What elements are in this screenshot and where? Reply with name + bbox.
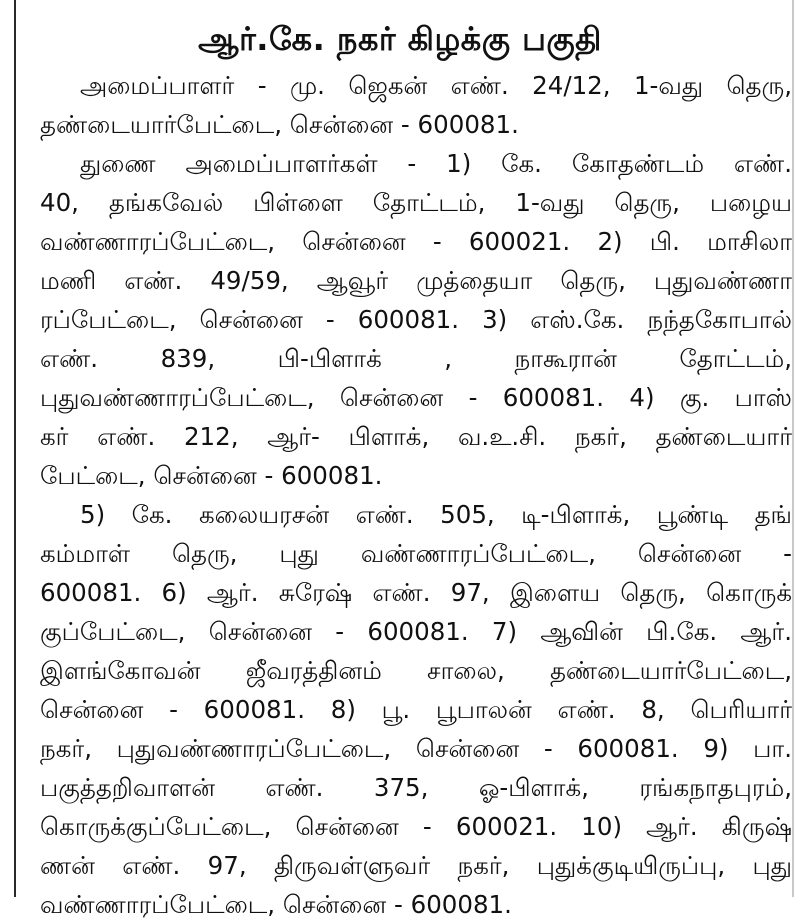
text-line: வண்ணாரப்பேட்டை, சென்னை - 600081. <box>40 890 512 919</box>
article-body <box>40 66 792 924</box>
text-line: 600081. 6) ஆர். சுரேஷ் எண். 97, இளைய தெரு, கொருக் <box>40 578 792 607</box>
text-line: கர் எண். 212, ஆர்- பிளாக், வ.உ.சி. நகர், தண்டையார் <box>40 422 792 451</box>
column-rule-right <box>792 0 794 897</box>
text-line: தண்டையார்பேட்டை, சென்னை - 600081. <box>40 110 519 139</box>
column-rule-left <box>14 0 16 897</box>
text-line: ரப்பேட்டை, சென்னை - 600081. 3) எஸ்.கே. நந்தகோபால் <box>40 305 792 334</box>
paragraph-members <box>40 495 792 924</box>
text-line: குப்பேட்டை, சென்னை - 600081. 7) ஆவின் பி.கே. ஆர். <box>40 617 792 646</box>
text-line: ணன் எண். 97, திருவள்ளுவர் நகர், புதுக்குடியிருப்பு, புது <box>40 851 792 880</box>
text-line: வண்ணாரப்பேட்டை, சென்னை - 600021. 2) பி. மாசிலா <box>40 227 792 256</box>
text-line: அமைப்பாளர் - மு. ஜெகன் எண். 24/12, 1-வது தெரு, <box>80 71 792 100</box>
text-line: எண். 839, பி-பிளாக் , நாகூரான் தோட்டம், <box>40 344 792 373</box>
text-line: 40, தங்கவேல் பிள்ளை தோட்டம், 1-வது தெரு, பழைய <box>40 188 792 217</box>
text-line: இளங்கோவன் ஜீவரத்தினம் சாலை, தண்டையார்பேட்டை, <box>40 656 792 685</box>
text-line: கம்மாள் தெரு, புது வண்ணாரப்பேட்டை, சென்னை - <box>40 539 792 568</box>
paragraph-deputy-organisers <box>40 144 792 495</box>
text-line: துணை அமைப்பாளர்கள் - 1) கே. கோதண்டம் எண். <box>80 149 792 178</box>
text-line: நகர், புதுவண்ணாரப்பேட்டை, சென்னை - 600081. 9) பா. <box>40 734 792 763</box>
text-line: கொருக்குப்பேட்டை, சென்னை - 600021. 10) ஆர். கிருஷ் <box>40 812 792 841</box>
text-line: புதுவண்ணாரப்பேட்டை, சென்னை - 600081. 4) கு. பாஸ் <box>40 383 792 412</box>
text-line: மணி எண். 49/59, ஆவூர் முத்தையா தெரு, புதுவண்ணா <box>40 266 792 295</box>
section-heading: ஆர்.கே. நகர் கிழக்கு பகுதி <box>198 20 602 58</box>
text-line: சென்னை - 600081. 8) பூ. பூபாலன் எண். 8, பெரியார் <box>40 695 792 724</box>
text-line: 5) கே. கலையரசன் எண். 505, டி-பிளாக், பூண்டி தங் <box>80 500 792 529</box>
text-line: பேட்டை, சென்னை - 600081. <box>40 461 383 490</box>
paragraph-organiser <box>40 66 792 144</box>
text-line: பகுத்தறிவாளன் எண். 375, ஓ-பிளாக், ரங்கநாதபுரம், <box>40 773 792 802</box>
